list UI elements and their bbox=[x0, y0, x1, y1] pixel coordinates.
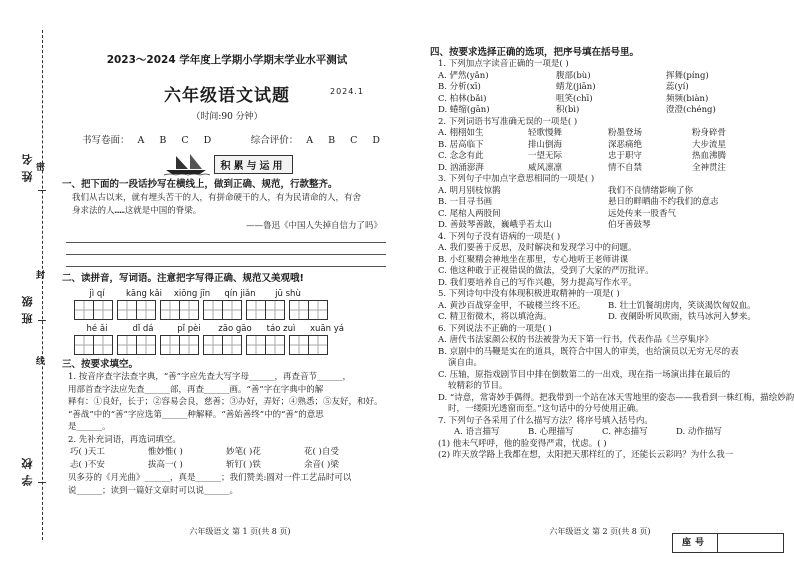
writing-grid[interactable] bbox=[74, 335, 113, 355]
option-text: 蜻龙(jiān) bbox=[556, 82, 596, 92]
idiom-blank[interactable]: 忐( )不安 bbox=[70, 460, 105, 470]
option-text: C. 压轴，原指戏剧节目中排在倒数第二的一出戏，现在指一场演出排在最后的 bbox=[438, 369, 731, 380]
option-text: D. 动作描写 bbox=[676, 427, 722, 437]
idiom-blank[interactable]: 拔高一( ) bbox=[148, 460, 183, 470]
option-text: 远处传来一股香气 bbox=[608, 208, 677, 219]
option-text: 威风凛凛 bbox=[528, 162, 563, 173]
writing-grid-row-1 bbox=[62, 300, 392, 320]
binding-margin bbox=[0, 0, 62, 561]
option-text: 悬日的畔晒曲不约我们的意志 bbox=[608, 197, 719, 207]
pinyin-label: kāng kǎi bbox=[125, 289, 163, 299]
option-text: 大步流星 bbox=[692, 139, 727, 150]
option-text: C. 尾棺人两股间 bbox=[438, 208, 501, 219]
q3-options bbox=[430, 220, 780, 232]
q3-options bbox=[430, 197, 780, 209]
question-4: 4. 下列句子没有语病的一项是( ) bbox=[438, 231, 561, 242]
left-page bbox=[62, 46, 392, 546]
question-5: 5. 下列诗句中没有体现积极进取精神的一项是( ) bbox=[438, 289, 620, 299]
option-text: 时，一缕阳光透窗而至。”这句话中的分号使用正确。 bbox=[448, 404, 644, 414]
idiom-row-2 bbox=[62, 459, 392, 472]
q5-options bbox=[430, 301, 780, 313]
q5-options bbox=[430, 312, 780, 324]
q1-options bbox=[430, 94, 780, 106]
writing-grid[interactable] bbox=[246, 335, 285, 355]
idiom-blank[interactable]: 余音( )梁 bbox=[304, 460, 339, 470]
q1-options bbox=[430, 82, 780, 94]
answer-line[interactable] bbox=[66, 255, 386, 267]
option-text: 频频(biàn) bbox=[666, 93, 709, 104]
option-text: 演自由。 bbox=[448, 358, 483, 368]
overall-grade bbox=[251, 132, 386, 146]
pinyin-label: qín jiǎn bbox=[224, 289, 256, 299]
option-text: D. “诗意，常寄妙手偶得。把我带到一个站在冰天雪地里的姿态——我看到一株红梅，描绘妙韵 bbox=[438, 392, 794, 403]
option-text: D. 我们要培养自己的写作兴趣，努力提高写作水平。 bbox=[438, 277, 637, 288]
binding-dashed-line bbox=[42, 30, 43, 540]
right-page bbox=[430, 44, 794, 544]
line-mark: 线 bbox=[36, 357, 46, 367]
exam-time: （时间:90 分钟） bbox=[191, 112, 263, 122]
paper-date: 2024.1 bbox=[330, 87, 364, 96]
seal-mark-2: 封 bbox=[36, 271, 46, 281]
q2-options bbox=[430, 163, 780, 175]
option-text: B. 一目寻书画 bbox=[438, 197, 493, 207]
option-text: 腹部(bù) bbox=[556, 70, 591, 81]
seat-number-field[interactable] bbox=[718, 534, 783, 552]
option-text: A. 明月别枝惊鹊 bbox=[438, 185, 501, 196]
class-label: 班级 bbox=[21, 290, 34, 324]
school-underline bbox=[38, 482, 46, 483]
pinyin-label: pǐ pèi bbox=[177, 324, 201, 334]
section-banner bbox=[62, 152, 392, 176]
q1-options bbox=[430, 105, 780, 117]
writing-grid[interactable] bbox=[117, 335, 156, 355]
option-text: D. 蜷缩(gān) bbox=[438, 105, 490, 115]
q1-options bbox=[430, 71, 780, 83]
option-text: 忠于职守 bbox=[608, 151, 643, 161]
writing-grid-row-2 bbox=[62, 335, 392, 355]
option-text: A. 栩栩如生 bbox=[438, 128, 484, 138]
banner-title: 积累与运用 bbox=[214, 155, 293, 174]
question-6: 6. 下列说法不正确的一项是( ) bbox=[438, 323, 552, 334]
q2-options bbox=[430, 151, 780, 163]
pinyin-label: jì qí bbox=[89, 289, 105, 299]
pinyin-row-2 bbox=[62, 324, 392, 334]
q1-line: “善战”中的“善”字应选第______种解释。“善始善终”中的“善”的意思 bbox=[68, 409, 324, 420]
right-footer: 六年级语文 第 2 页(共 8 页) bbox=[549, 527, 651, 536]
option-text: D. 夜阑卧听风吹雨，铁马冰河入梦来。 bbox=[608, 312, 756, 322]
option-text: C. 念念有此 bbox=[438, 151, 484, 161]
option-text: 咀笑(chī) bbox=[556, 93, 593, 104]
seat-number-box bbox=[672, 533, 784, 553]
pinyin-label: dǐ dá bbox=[132, 324, 154, 334]
option-text: 轻歌慢舞 bbox=[528, 128, 563, 138]
idiom-blank[interactable]: 妙笔( )花 bbox=[226, 447, 261, 457]
option-text: 情不自禁 bbox=[608, 162, 643, 173]
option-text: C. 他这种敢于正视错误的做法，受到了大家的严厉批评。 bbox=[438, 266, 654, 276]
q7-options bbox=[430, 427, 780, 439]
quote-line-2: 身求法的人……这就是中国的脊梁。 bbox=[72, 206, 202, 216]
writing-grid[interactable] bbox=[203, 300, 242, 320]
left-footer: 六年级语文 第 1 页(共 8 页) bbox=[189, 527, 291, 536]
school-label: 学校 bbox=[21, 452, 34, 486]
option-text: 我们不良情绪影响了你 bbox=[608, 185, 694, 196]
handwriting-grade bbox=[82, 132, 217, 146]
exam-title: 2023～2024 学年度上学期小学期末学业水平测试 bbox=[106, 54, 348, 66]
option-text: 深恶痛绝 bbox=[608, 139, 643, 150]
option-text: A. 俨然(yǎn) bbox=[438, 70, 489, 81]
option-text: A. 语言描写 bbox=[454, 427, 500, 437]
handwriting-options: A B C D bbox=[137, 135, 218, 146]
q3-options bbox=[430, 209, 780, 221]
section1-title: 一、把下面的一段话抄写在横线上，做到正确、规范，行款整齐。 bbox=[62, 179, 338, 190]
option-text: B. 壮士饥餐胡虏肉，笑谈渴饮匈奴血。 bbox=[608, 300, 756, 311]
section2-title: 二、读拼音，写词语。注意把字写得正确、规范又美观哦! bbox=[62, 273, 304, 284]
idiom-blank[interactable]: 花( )自受 bbox=[304, 447, 339, 457]
writing-grid[interactable] bbox=[246, 300, 285, 320]
pinyin-row-1 bbox=[62, 289, 392, 299]
quote-line-1: 我们从古以来，就有埋头苦干的人，有拼命硬干的人，有为民请命的人，有舍 bbox=[72, 193, 362, 203]
option-text: 澄澄(chéng) bbox=[666, 105, 716, 115]
question-1: 1. 下列加点字读音正确的一项是( ) bbox=[438, 59, 569, 69]
question-7: 7. 下列句子各采用了什么描写方法？将序号填入括号内。 bbox=[438, 415, 653, 426]
option-text: 蕊(yí) bbox=[666, 82, 689, 92]
seal-mark-1: 密 bbox=[36, 163, 46, 173]
option-text: 较精彩的节目。 bbox=[448, 381, 508, 391]
pinyin-label: zāo gāo bbox=[218, 324, 252, 334]
option-text: 粉墨登场 bbox=[608, 128, 643, 138]
writing-grid[interactable] bbox=[289, 300, 328, 320]
answer-line[interactable] bbox=[66, 231, 386, 243]
pinyin-label: táo zuì bbox=[266, 324, 296, 334]
q1-line: 释有：①良好，长于；②容易会良，慈善；③办好，弄好；④熟悉；⑤友好，和好。 bbox=[68, 397, 383, 407]
q2-options bbox=[430, 128, 780, 140]
writing-grid[interactable] bbox=[289, 335, 328, 355]
idiom-row-1 bbox=[62, 446, 392, 459]
option-text: 一望无际 bbox=[528, 151, 563, 161]
option-text: B. 京剧中的马鞭是实在的道具，既符合中国人的审美，也给演员以无穷无尽的表 bbox=[438, 346, 739, 357]
idiom-blank[interactable]: 惟妙惟( ) bbox=[148, 447, 183, 457]
option-text: 粉身碎骨 bbox=[692, 128, 727, 138]
q1-line: 是______。 bbox=[68, 422, 111, 432]
q7-sentence: (1) 他未气呼呼，他的脸变得严肃，忧虑。( ) bbox=[438, 438, 607, 449]
q7-sentence: (2) 昨天放学路上我都在想，太阳把天那样红的了，还能长云彩吗？为什么我一 bbox=[438, 450, 734, 460]
answer-line[interactable] bbox=[66, 243, 386, 255]
grading-row bbox=[62, 132, 392, 146]
option-text: 伯牙善鼓琴 bbox=[608, 220, 651, 230]
writing-grid[interactable] bbox=[203, 335, 242, 355]
writing-grid[interactable] bbox=[160, 335, 199, 355]
idiom-blank[interactable]: 斩钉( )铁 bbox=[226, 460, 261, 470]
paper-title bbox=[62, 81, 392, 106]
overall-options: A B C D bbox=[306, 135, 386, 146]
option-text: 全神贯注 bbox=[692, 162, 727, 173]
seat-label: 座号 bbox=[673, 534, 718, 552]
option-text: 积(bì) bbox=[556, 105, 580, 115]
handwriting-label: 书写卷面： bbox=[82, 135, 130, 146]
option-text: C. 柏林(bǎi) bbox=[438, 93, 487, 104]
q1-line: 1. 按音序查字法查字典，“善”字应先查大写字母______，再查音节______， bbox=[68, 372, 352, 382]
writing-grid[interactable] bbox=[74, 300, 113, 320]
option-text: B. 心理描写 bbox=[528, 427, 574, 437]
pinyin-label: xuān yá bbox=[310, 324, 344, 334]
pinyin-label: xiōng jīn bbox=[173, 289, 211, 299]
q2-line: 说______；读到一篇好文章时可以说______。 bbox=[68, 485, 239, 496]
option-text: D. 汹涌澎湃 bbox=[438, 162, 484, 173]
option-text: A. 黄沙百战穿金甲，不破楼兰终不还。 bbox=[438, 300, 586, 311]
pinyin-label: jū shù bbox=[275, 289, 301, 299]
paper-title-text: 六年级语文试题 bbox=[164, 86, 290, 106]
name-underline bbox=[38, 190, 46, 191]
q2-line: 贝多芬的《月光曲》______，真是______；我们赞美:圆对一件工艺品时可以 bbox=[68, 473, 352, 483]
question-2: 2. 下列词语书写准确无误的一项是( ) bbox=[438, 116, 578, 127]
option-text: B. 分析(xī) bbox=[438, 82, 481, 92]
writing-grid[interactable] bbox=[117, 300, 156, 320]
overall-label: 综合评价： bbox=[250, 135, 299, 146]
option-text: B. 小红聚精会神地坐在那里，专心地听王老师讲课 bbox=[438, 254, 629, 265]
name-label: 姓名 bbox=[21, 148, 34, 182]
section3-title: 三、按要求填空。 bbox=[62, 359, 139, 370]
option-text: 排山倒海 bbox=[528, 139, 563, 150]
option-text: C. 神态描写 bbox=[602, 427, 648, 437]
q3-options bbox=[430, 186, 780, 198]
option-text: C. 精卫衔微木，将以填沧海。 bbox=[438, 312, 552, 322]
sailboat-icon bbox=[162, 152, 210, 176]
quote-source: ——鲁迅《中国人失掉自信力了吗》 bbox=[245, 221, 382, 231]
writing-grid[interactable] bbox=[160, 300, 199, 320]
pinyin-label: hé ǎi bbox=[86, 324, 108, 334]
option-text: 挥舞(píng) bbox=[666, 70, 709, 81]
option-text: A. 我们要善于反思，及时解决和发现学习中的问题。 bbox=[438, 243, 637, 253]
class-underline bbox=[38, 320, 46, 321]
idiom-blank[interactable]: 巧( )天工 bbox=[70, 447, 105, 457]
q1-line: 用部首查字法应先查______部，再查______画。“善”字在字典中的解 bbox=[68, 384, 324, 395]
q2-title: 2. 先补充词语，再选词填空。 bbox=[68, 434, 181, 445]
question-3: 3. 下列句子中加点字意思相同的一项是( ) bbox=[438, 174, 595, 184]
option-text: D. 善鼓琴善跛，巍峨乎若太山 bbox=[438, 220, 552, 230]
option-text: A. 唐代书法家颜公权的书法被誉为天下第一行书，代表作品《兰亭集序》 bbox=[438, 335, 714, 345]
section4-title: 四、按要求选择正确的选项，把序号填在括号里。 bbox=[430, 47, 640, 58]
q2-options bbox=[430, 140, 780, 152]
option-text: B. 居高临下 bbox=[438, 139, 484, 150]
option-text: 热血沸腾 bbox=[692, 151, 727, 161]
